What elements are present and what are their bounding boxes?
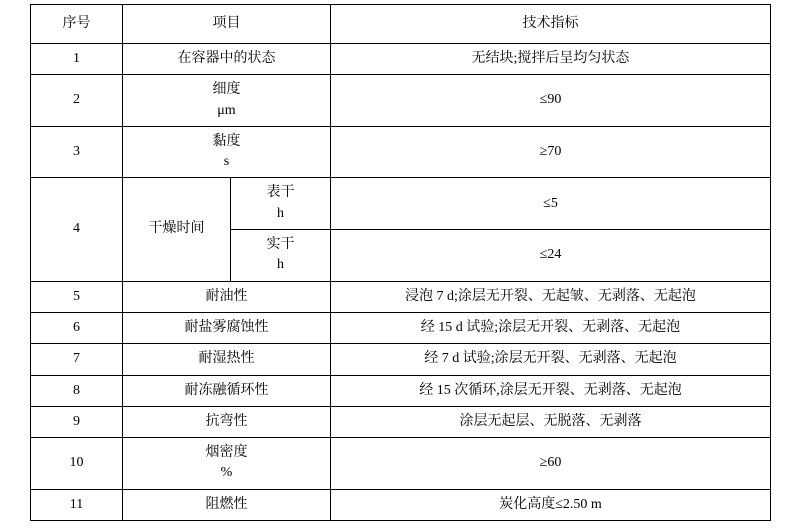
cell-item: 烟密度 % [123, 438, 331, 490]
cell-spec: 经 15 d 试验;涂层无开裂、无剥落、无起泡 [331, 312, 771, 343]
cell-no: 1 [31, 44, 123, 75]
cell-item-sub: 实干 h [231, 230, 331, 282]
cell-item: 黏度 s [123, 126, 331, 178]
table-header-row [31, 5, 771, 44]
cell-no: 5 [31, 281, 123, 312]
cell-spec: ≤5 [331, 178, 771, 230]
table-row [31, 178, 771, 230]
cell-item: 在容器中的状态 [123, 44, 331, 75]
cell-spec: 涂层无起层、无脱落、无剥落 [331, 406, 771, 437]
cell-spec: ≤90 [331, 75, 771, 127]
cell-item: 细度 μm [123, 75, 331, 127]
cell-no: 3 [31, 126, 123, 178]
header-cell-spec: 技术指标 [331, 5, 771, 44]
cell-item: 耐湿热性 [123, 344, 331, 375]
table-row [31, 44, 771, 75]
cell-no: 9 [31, 406, 123, 437]
cell-item: 阻燃性 [123, 489, 331, 520]
cell-no: 4 [31, 178, 123, 281]
cell-item: 耐盐雾腐蚀性 [123, 312, 331, 343]
cell-no: 2 [31, 75, 123, 127]
cell-spec: ≤24 [331, 230, 771, 282]
table-row [31, 75, 771, 127]
cell-spec: 浸泡 7 d;涂层无开裂、无起皱、无剥落、无起泡 [331, 281, 771, 312]
table-row [31, 281, 771, 312]
specification-table [30, 4, 771, 521]
table-row [31, 489, 771, 520]
cell-item: 抗弯性 [123, 406, 331, 437]
cell-item: 干燥时间 [123, 178, 231, 281]
cell-spec: ≥70 [331, 126, 771, 178]
cell-spec: 炭化高度≤2.50 m [331, 489, 771, 520]
cell-no: 10 [31, 438, 123, 490]
cell-no: 6 [31, 312, 123, 343]
table-row [31, 344, 771, 375]
table-row [31, 375, 771, 406]
table-row [31, 438, 771, 490]
table-row [31, 312, 771, 343]
table-row [31, 126, 771, 178]
cell-item: 耐油性 [123, 281, 331, 312]
header-cell-item: 项目 [123, 5, 331, 44]
cell-spec: 无结块;搅拌后呈均匀状态 [331, 44, 771, 75]
table-row [31, 406, 771, 437]
cell-spec: 经 15 次循环,涂层无开裂、无剥落、无起泡 [331, 375, 771, 406]
cell-spec: 经 7 d 试验;涂层无开裂、无剥落、无起泡 [331, 344, 771, 375]
header-cell-no: 序号 [31, 5, 123, 44]
cell-no: 8 [31, 375, 123, 406]
cell-item-sub: 表干 h [231, 178, 331, 230]
cell-no: 11 [31, 489, 123, 520]
cell-spec: ≥60 [331, 438, 771, 490]
cell-no: 7 [31, 344, 123, 375]
cell-item: 耐冻融循环性 [123, 375, 331, 406]
